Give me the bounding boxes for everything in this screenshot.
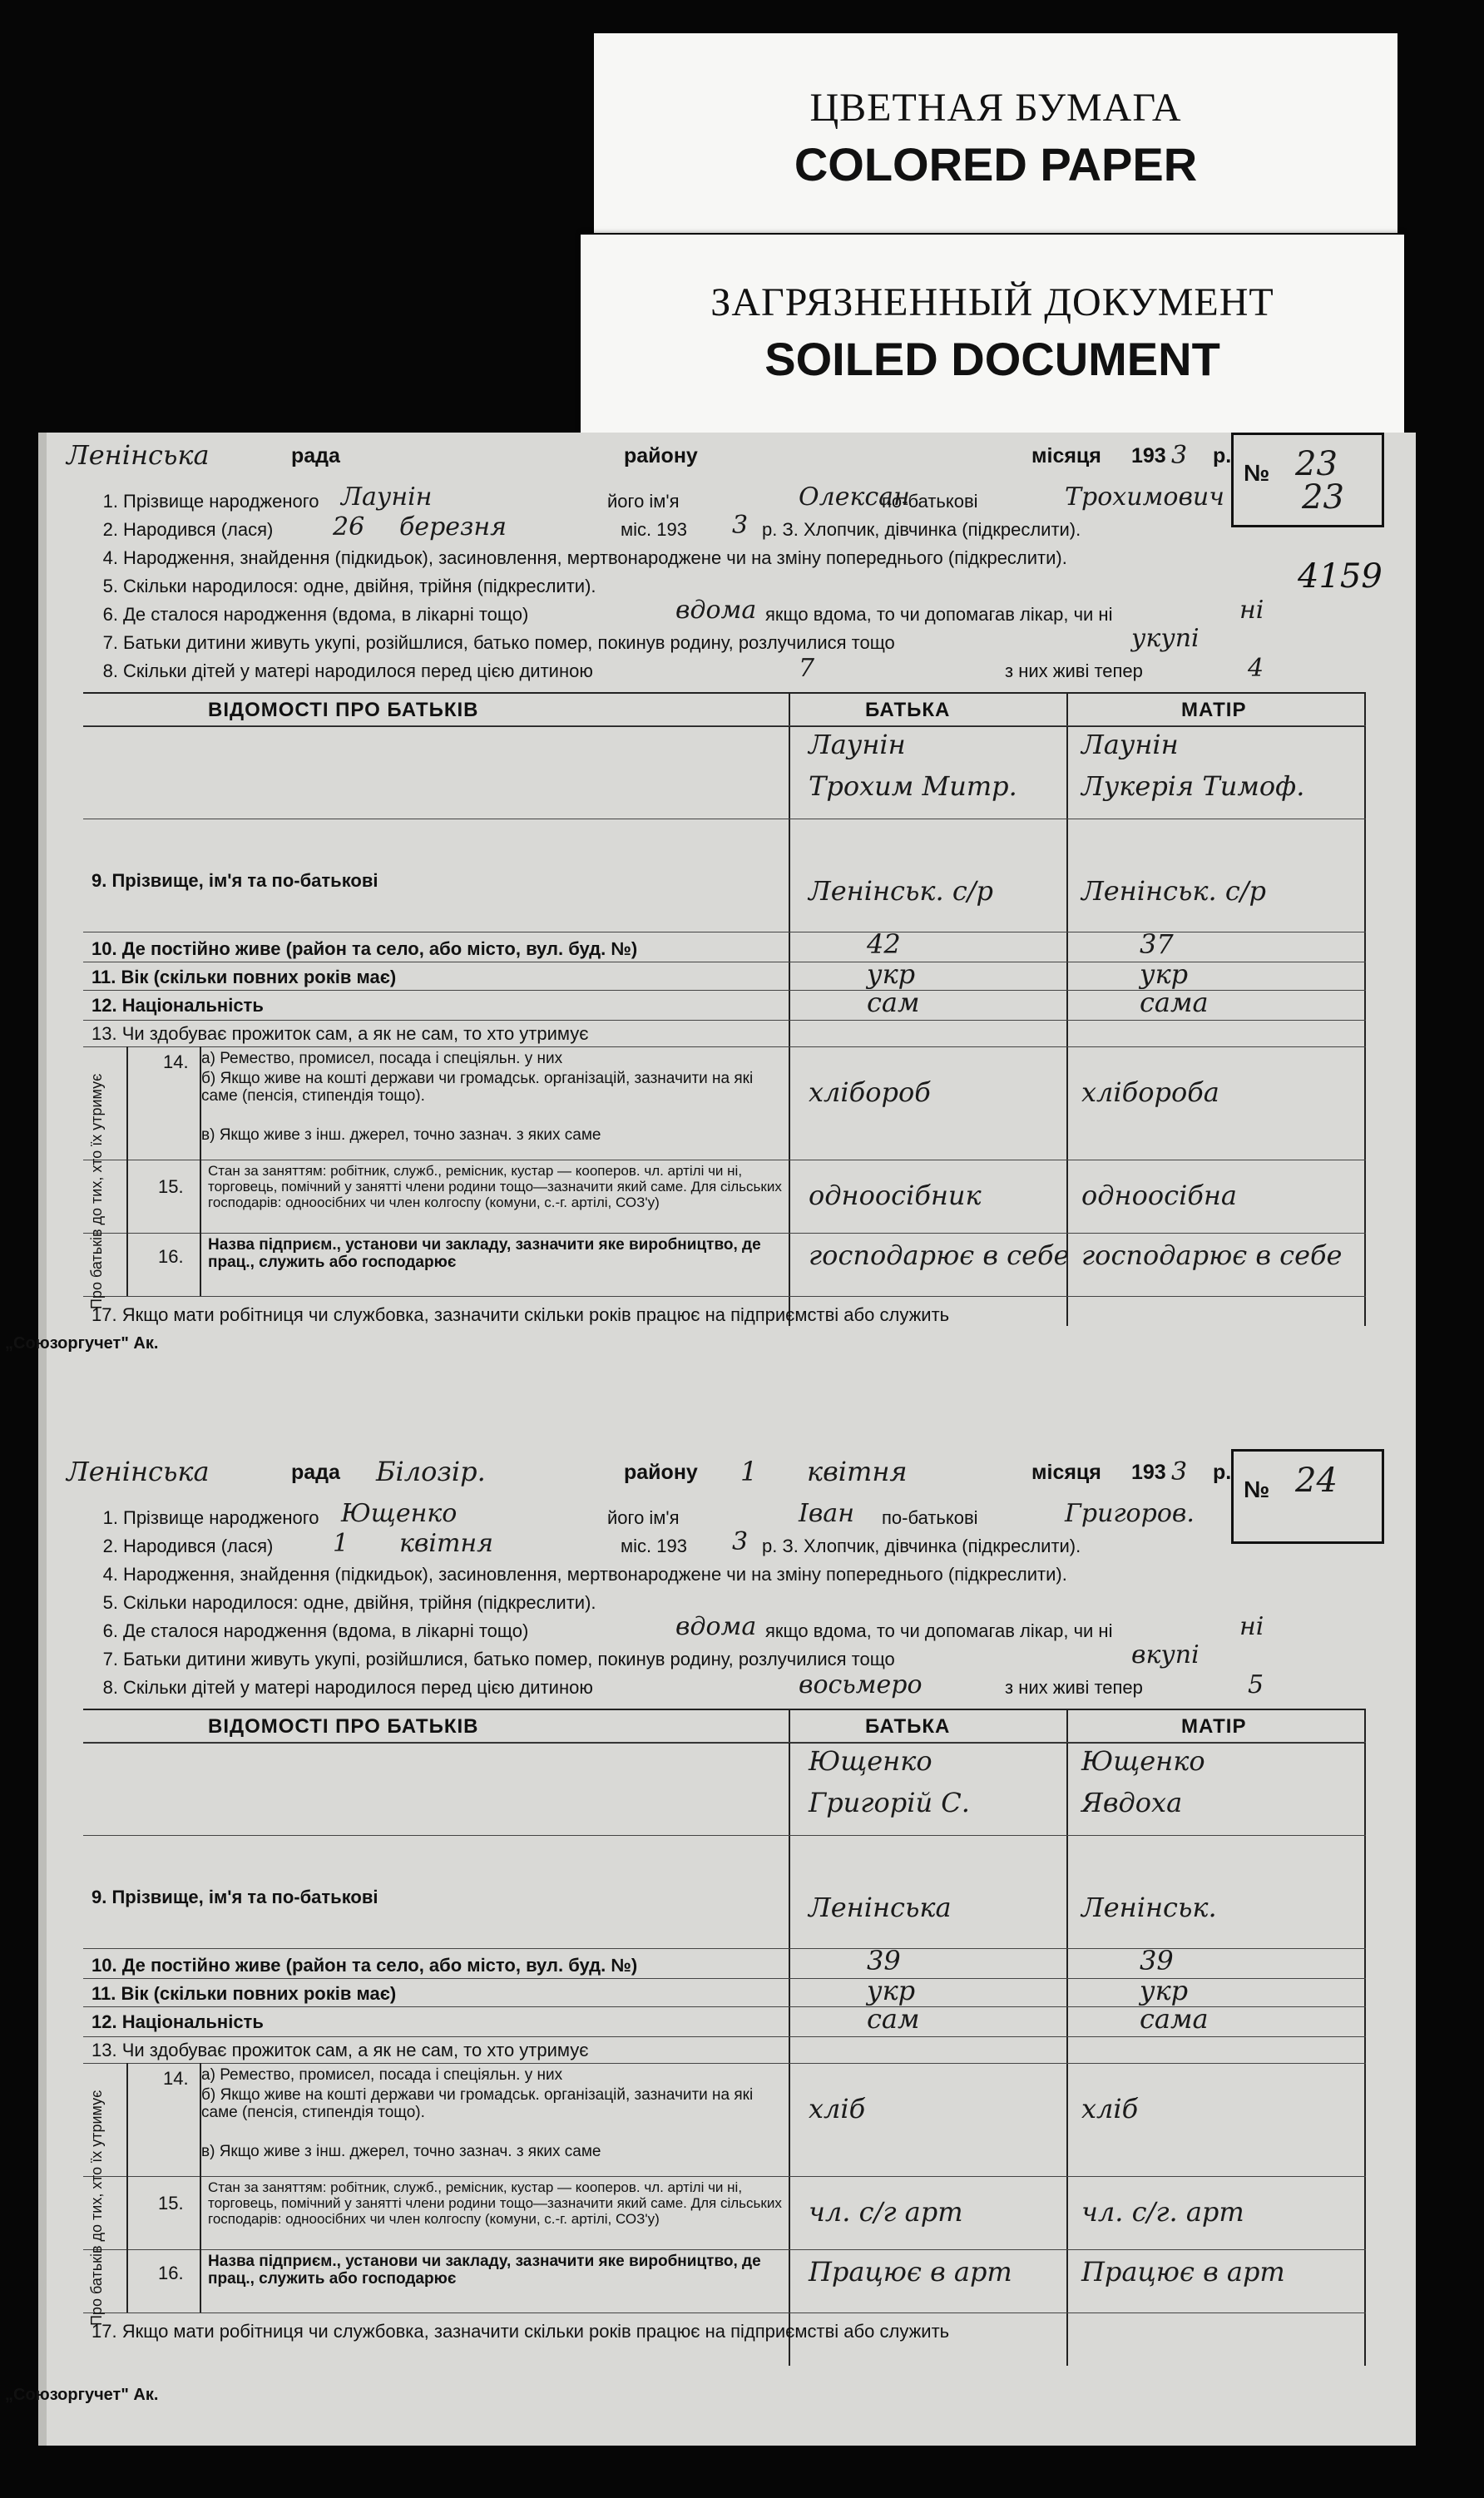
side-label: Про батьків до тих, хто їх утримує	[88, 1073, 105, 1309]
row-12-label	[92, 2011, 264, 2033]
year-prefix: 193	[1131, 444, 1166, 467]
father-age: 42	[867, 928, 901, 960]
row-text: Де постійно живе (район та село, або місто, вул. буд. №)	[121, 938, 638, 959]
mother-support: сама	[1140, 987, 1209, 1018]
question-label: Скільки дітей у матері народилося перед цією дитиною	[123, 1677, 593, 1698]
father-nationality: укр	[867, 958, 916, 990]
row-number: 11.	[92, 1983, 121, 2004]
answer-patronymic: Григоров.	[1065, 1499, 1195, 1528]
parents-table-header	[83, 1710, 1366, 1744]
row-text: Ремество, промисел, посада і спеціяльн. у них	[220, 1050, 563, 1067]
row-16-number: 16.	[158, 1246, 184, 1267]
question-number: 2.	[102, 519, 118, 540]
birth-record-1	[50, 433, 1414, 1341]
question-number: 2.	[102, 1536, 118, 1556]
row-text: Якщо живе на коштi держави чи громадськ. організацій, зазначити на які саме (пенсія, стипендія тощо).	[201, 2086, 754, 2121]
question-label: Де сталося народження (вдома, в лікарні тощо)	[123, 1620, 529, 1641]
answer-patronymic: Трохимович	[1065, 482, 1224, 512]
row-14-number: 14.	[163, 2068, 189, 2089]
father-nationality: укр	[867, 1975, 916, 2006]
side-divider	[126, 2063, 128, 2313]
footer-imprint: „Союзоргучет" Ак.	[5, 1334, 159, 1353]
father-occupation: хлібороб	[809, 1076, 931, 1108]
rayon-label: району	[624, 1461, 698, 1484]
answer-birth-day: 26	[333, 512, 365, 542]
header-line	[50, 1449, 1256, 1502]
column-divider	[789, 694, 790, 1326]
row-15-number: 15.	[158, 2193, 184, 2214]
question-number: 8.	[102, 660, 118, 681]
record-number-box	[1231, 1449, 1384, 1544]
question-7	[88, 1649, 895, 1670]
answer-name: Олексан	[799, 482, 910, 512]
answer-birth-month: квітня	[399, 1529, 494, 1558]
father-support: сам	[867, 2003, 920, 2035]
question-number: 6.	[102, 1620, 118, 1641]
row-text: Національність	[121, 2011, 264, 2032]
row-text: Чи здобуває прожиток сам, а як не сам, то хто утримує	[121, 2040, 589, 2060]
row-divider	[83, 1046, 1366, 1047]
question-number: 7.	[102, 632, 118, 653]
answer-parents-status: укупі	[1131, 624, 1200, 653]
answer-place: вдома	[675, 596, 757, 625]
father-occupation: хліб	[809, 2093, 866, 2125]
row-11-label	[92, 967, 396, 988]
row-text: б)	[201, 1070, 220, 1087]
mother-occupation: хлібороба	[1081, 1076, 1219, 1108]
question-label: Прізвище народженого	[123, 1507, 319, 1528]
row-16-label: Назва підприєм., установи чи закладу, зазначити яке виробництво, де прац., служить або господарює	[208, 1236, 761, 1271]
row-17-label	[92, 2321, 949, 2342]
row-16-number: 16.	[158, 2263, 184, 2283]
question-label: Народження, знайдення (підкидьок), засиновлення, мертвонароджене чи на зміну попереднього (підкреслити).	[123, 547, 1067, 568]
answer-name: Іван	[799, 1499, 854, 1528]
answer-children-alive: 4	[1248, 654, 1264, 683]
birth-record-2	[50, 1449, 1414, 2381]
row-text: б)	[201, 2086, 220, 2104]
question-label-q6_rest: якщо вдома, то чи допомагав лікар, чи ні	[765, 1620, 1113, 1641]
row-divider	[83, 1233, 1366, 1234]
mother-name: Лукерія Тимоф.	[1081, 770, 1305, 802]
question-5	[88, 1592, 596, 1614]
side-label: Про батьків до тих, хто їх утримує	[88, 2090, 105, 2326]
row-divider	[83, 1742, 1366, 1743]
header-father: БАТЬКА	[865, 1715, 951, 1738]
father-residence: Ленінська	[809, 1892, 952, 1923]
question-label-q2_rest: р. З. Хлопчик, дівчинка (підкреслити).	[762, 1536, 1081, 1556]
rayon-value: Білозір.	[376, 1456, 486, 1487]
row-number: 12.	[92, 995, 122, 1016]
stamp-colored-en: COLORED PAPER	[794, 138, 1198, 190]
question-1	[88, 491, 319, 512]
question-label-q8_rest: з них живі тепер	[1005, 660, 1143, 681]
question-number: 5.	[102, 576, 118, 596]
column-divider	[1066, 694, 1068, 1326]
row-divider	[83, 2063, 1366, 2064]
answer-children-before: 7	[799, 654, 815, 683]
father-support: сам	[867, 987, 920, 1018]
mother-age: 39	[1140, 1945, 1174, 1976]
row-number: 9.	[92, 870, 112, 891]
question-2	[88, 519, 273, 541]
father-surname: Ющенко	[809, 1745, 932, 1777]
question-label: Батьки дитини живуть укупі, розійшлися, батько помер, покинув родину, розлучилися тощо	[123, 632, 895, 653]
question-label-q1_pat: по-батькові	[882, 491, 978, 512]
side-divider	[126, 1046, 128, 1296]
row-16-label: Назва підприєм., установи чи закладу, зазначити яке виробництво, де прац., служить або господарює	[208, 2253, 761, 2288]
answer-parents-status: вкупі	[1131, 1640, 1200, 1669]
month-label: місяця	[1031, 444, 1101, 467]
row-divider	[83, 2249, 1366, 2250]
question-6	[88, 1620, 528, 1642]
number-label: №	[1244, 460, 1270, 486]
answer-birth-day: 1	[333, 1529, 349, 1558]
row-12-label	[92, 995, 264, 1017]
rada-label: рада	[291, 444, 340, 467]
margin-note: 4159	[1298, 557, 1383, 596]
answer-birth-month: березня	[399, 512, 507, 542]
row-number: 17.	[92, 2321, 122, 2342]
question-label: Де сталося народження (вдома, в лікарні тощо)	[123, 604, 529, 625]
row-text: Чи здобуває прожиток сам, а як не сам, то хто утримує	[121, 1023, 589, 1044]
mother-name: Явдоха	[1081, 1787, 1183, 1818]
row-9-label	[92, 1887, 378, 1908]
row-divider	[83, 2036, 1366, 2037]
header-line	[50, 433, 1256, 486]
row-text: а)	[201, 2066, 220, 2084]
row-14a-label	[201, 1050, 784, 1067]
mother-status: одноосібна	[1081, 1180, 1237, 1211]
question-label-q8_rest: з них живі тепер	[1005, 1677, 1143, 1698]
record-number: 24	[1295, 1462, 1338, 1500]
mother-workplace: Працює в арт	[1081, 2256, 1285, 2288]
row-divider	[83, 1296, 1366, 1297]
question-label: Скільки народилося: одне, двійня, трійня (підкреслити).	[123, 576, 596, 596]
father-workplace: Працює в арт	[809, 2256, 1012, 2288]
year-prefix: 193	[1131, 1461, 1166, 1484]
rada-value: Ленінська	[67, 439, 210, 471]
row-divider	[83, 1020, 1366, 1021]
mother-nationality: укр	[1140, 958, 1189, 990]
question-number: 4.	[102, 547, 118, 568]
year-digit: 3	[1171, 1457, 1188, 1486]
row-divider	[83, 1835, 1366, 1836]
answer-birth-year-digit: 3	[732, 1527, 749, 1556]
mother-age: 37	[1140, 928, 1174, 960]
row-10-label	[92, 938, 637, 960]
colored-paper-stamp	[594, 33, 1397, 233]
question-label: Батьки дитини живуть укупі, розійшлися, батько помер, покинув родину, розлучилися тощо	[123, 1649, 895, 1669]
header-mother: МАТІР	[1181, 1715, 1247, 1738]
question-number: 7.	[102, 1649, 118, 1669]
question-label-q1_name: його ім'я	[607, 491, 680, 512]
answer-surname: Лаунін	[341, 482, 433, 512]
mother-residence: Ленінськ. с/р	[1081, 875, 1267, 907]
mother-residence: Ленінськ.	[1081, 1892, 1217, 1923]
day-value: 1	[740, 1456, 758, 1487]
father-name: Григорій С.	[809, 1787, 970, 1818]
question-label: Скільки дітей у матері народилося перед цією дитиною	[123, 660, 593, 681]
row-14a-label	[201, 2066, 784, 2084]
question-label-q2_mis: міс. 193	[621, 519, 687, 540]
row-text: Вік (скільки повних років має)	[121, 967, 397, 987]
rada-label: рада	[291, 1461, 340, 1484]
row-15-number: 15.	[158, 1176, 184, 1197]
row-text: Ремество, промисел, посада і спеціяльн. у них	[220, 2066, 563, 2084]
question-1	[88, 1507, 319, 1529]
question-8	[88, 1677, 593, 1699]
row-text: Національність	[121, 995, 264, 1016]
row-number: 13.	[92, 2040, 122, 2060]
question-label-q6_rest: якщо вдома, то чи допомагав лікар, чи ні	[765, 604, 1113, 625]
header-parents: ВІДОМОСТІ ПРО БАТЬКІВ	[208, 1715, 479, 1738]
row-text: Якщо мати робітниця чи службовка, зазначити скільки років працює на підприємстві або служить	[121, 2321, 950, 2342]
footer-imprint: „Союзоргучет" Ак.	[5, 2386, 159, 2404]
column-divider	[1364, 694, 1366, 1326]
row-14c-label	[201, 1126, 784, 1144]
row-number: 11.	[92, 967, 121, 987]
question-number: 4.	[102, 1564, 118, 1585]
question-4	[88, 547, 1067, 569]
mother-nationality: укр	[1140, 1975, 1189, 2006]
row-9-label	[92, 870, 378, 892]
question-label: Народився (лася)	[123, 1536, 274, 1556]
question-label: Скільки народилося: одне, двійня, трійня (підкреслити).	[123, 1592, 596, 1613]
row-number: 17.	[92, 1304, 122, 1325]
father-surname: Лаунін	[809, 729, 906, 760]
question-label-q2_mis: міс. 193	[621, 1536, 687, 1556]
question-number: 1.	[102, 1507, 118, 1528]
father-status: одноосібник	[809, 1180, 982, 1211]
question-6	[88, 604, 528, 626]
row-14c-label	[201, 2143, 784, 2160]
stamp-colored-ru: ЦВЕТНАЯ БУМАГА	[809, 86, 1182, 130]
parents-table	[83, 692, 1366, 1326]
question-number: 1.	[102, 491, 118, 512]
mother-occupation: хліб	[1081, 2093, 1139, 2125]
row-11-label	[92, 1983, 396, 2005]
question-7	[88, 632, 895, 654]
question-number: 5.	[102, 1592, 118, 1613]
row-text: в)	[201, 1126, 220, 1144]
question-label-q2_rest: р. З. Хлопчик, дівчинка (підкреслити).	[762, 519, 1081, 540]
year-suffix: р.	[1213, 444, 1232, 467]
row-text: Прізвище, ім'я та по-батькові	[111, 1887, 378, 1907]
answer-doctor: ні	[1239, 1612, 1264, 1641]
row-text: Якщо живе на коштi держави чи громадськ. організацій, зазначити на які саме (пенсія, стипендія тощо).	[201, 1070, 754, 1105]
row-number: 9.	[92, 1887, 112, 1907]
question-8	[88, 660, 593, 682]
mother-workplace: господарює в себе	[1081, 1239, 1343, 1271]
row-text: Де постійно живе (район та село, або місто, вул. буд. №)	[121, 1955, 638, 1976]
record-number: 23	[1295, 445, 1338, 483]
row-text: в)	[201, 2143, 220, 2160]
father-name: Трохим Митр.	[809, 770, 1017, 802]
question-4	[88, 1564, 1067, 1585]
stamp-soiled-en: SOILED DOCUMENT	[764, 333, 1220, 385]
year-digit: 3	[1171, 441, 1188, 470]
number-label: №	[1244, 1477, 1270, 1502]
father-age: 39	[867, 1945, 901, 1976]
row-text: а)	[201, 1050, 220, 1067]
question-number: 6.	[102, 604, 118, 625]
father-status: чл. с/г арт	[809, 2196, 963, 2228]
row-number: 13.	[92, 1023, 122, 1044]
soiled-document-stamp	[581, 235, 1404, 436]
stamp-soiled-ru: ЗАГРЯЗНЕННЫЙ ДОКУМЕНТ	[710, 280, 1274, 324]
father-workplace: господарює в себе	[809, 1239, 1070, 1271]
answer-birth-year-digit: 3	[732, 511, 749, 540]
record-number-corrected: 23	[1302, 478, 1344, 517]
answer-doctor: ні	[1239, 596, 1264, 625]
row-divider	[83, 725, 1366, 726]
mother-surname: Лаунін	[1081, 729, 1179, 760]
row-text: Вік (скільки повних років має)	[121, 1983, 397, 2004]
row-text: Якщо живе з інш. джерел, точно зазнач. з яких саме	[219, 2143, 601, 2160]
row-13-label	[92, 1023, 589, 1045]
rayon-label: району	[624, 444, 698, 467]
row-text: Якщо живе з інш. джерел, точно зазнач. з яких саме	[219, 1126, 601, 1144]
question-label: Прізвище народженого	[123, 491, 319, 512]
parents-table-header	[83, 694, 1366, 727]
header-mother: МАТІР	[1181, 699, 1247, 721]
question-label-q1_pat: по-батькові	[882, 1507, 978, 1528]
rada-value: Ленінська	[67, 1456, 210, 1487]
row-number: 10.	[92, 938, 122, 959]
question-number: 8.	[102, 1677, 118, 1698]
mother-status: чл. с/г. арт	[1081, 2196, 1244, 2228]
month-label: місяця	[1031, 1461, 1101, 1484]
header-parents: ВІДОМОСТІ ПРО БАТЬКІВ	[208, 699, 479, 721]
question-2	[88, 1536, 273, 1557]
month-value: квітня	[807, 1456, 908, 1487]
question-label: Народження, знайдення (підкидьок), засиновлення, мертвонароджене чи на зміну попереднього (підкреслити).	[123, 1564, 1067, 1585]
question-5	[88, 576, 596, 597]
row-text: Якщо мати робітниця чи службовка, зазначити скільки років працює на підприємстві або служить	[121, 1304, 950, 1325]
row-text: Прізвище, ім'я та по-батькові	[111, 870, 378, 891]
answer-children-before: восьмеро	[799, 1670, 923, 1699]
mother-surname: Ющенко	[1081, 1745, 1205, 1777]
row-15-label: Стан за заняттям: робітник, служб., ремісник, кустар — кооперов. чл. артілі чи ні, торговець, помічний у занятті члени родини тощо—зазначити який саме. Для сільських господарів: одноосібних чи член колгоспу (комуни, с.-г. артілі, СОЗ'у)	[208, 2179, 782, 2227]
row-14-number: 14.	[163, 1051, 189, 1072]
column-divider	[1066, 1710, 1068, 2366]
row-14b-label	[201, 1070, 784, 1105]
row-13-label	[92, 2040, 589, 2061]
answer-place: вдома	[675, 1612, 757, 1641]
question-label-q1_name: його ім'я	[607, 1507, 680, 1528]
answer-children-alive: 5	[1248, 1670, 1264, 1699]
question-label: Народився (лася)	[123, 519, 274, 540]
row-number: 10.	[92, 1955, 122, 1976]
column-divider	[789, 1710, 790, 2366]
row-17-label	[92, 1304, 949, 1326]
answer-surname: Ющенко	[341, 1499, 458, 1528]
row-14b-label	[201, 2086, 784, 2121]
record-number-box	[1231, 433, 1384, 527]
header-father: БАТЬКА	[865, 699, 951, 721]
row-15-label: Стан за заняттям: робітник, служб., ремісник, кустар — кооперов. чл. артілі чи ні, торговець, помічний у занятті члени родини тощо—зазначити який саме. Для сільських господарів: одноосібних чи член колгоспу (комуни, с.-г. артілі, СОЗ'у)	[208, 1163, 782, 1210]
year-suffix: р.	[1213, 1461, 1232, 1484]
column-divider	[1364, 1710, 1366, 2366]
parents-table	[83, 1709, 1366, 2366]
mother-support: сама	[1140, 2003, 1209, 2035]
row-number: 12.	[92, 2011, 122, 2032]
row-10-label	[92, 1955, 637, 1976]
row-divider	[83, 2176, 1366, 2177]
father-residence: Ленінськ. с/р	[809, 875, 994, 907]
